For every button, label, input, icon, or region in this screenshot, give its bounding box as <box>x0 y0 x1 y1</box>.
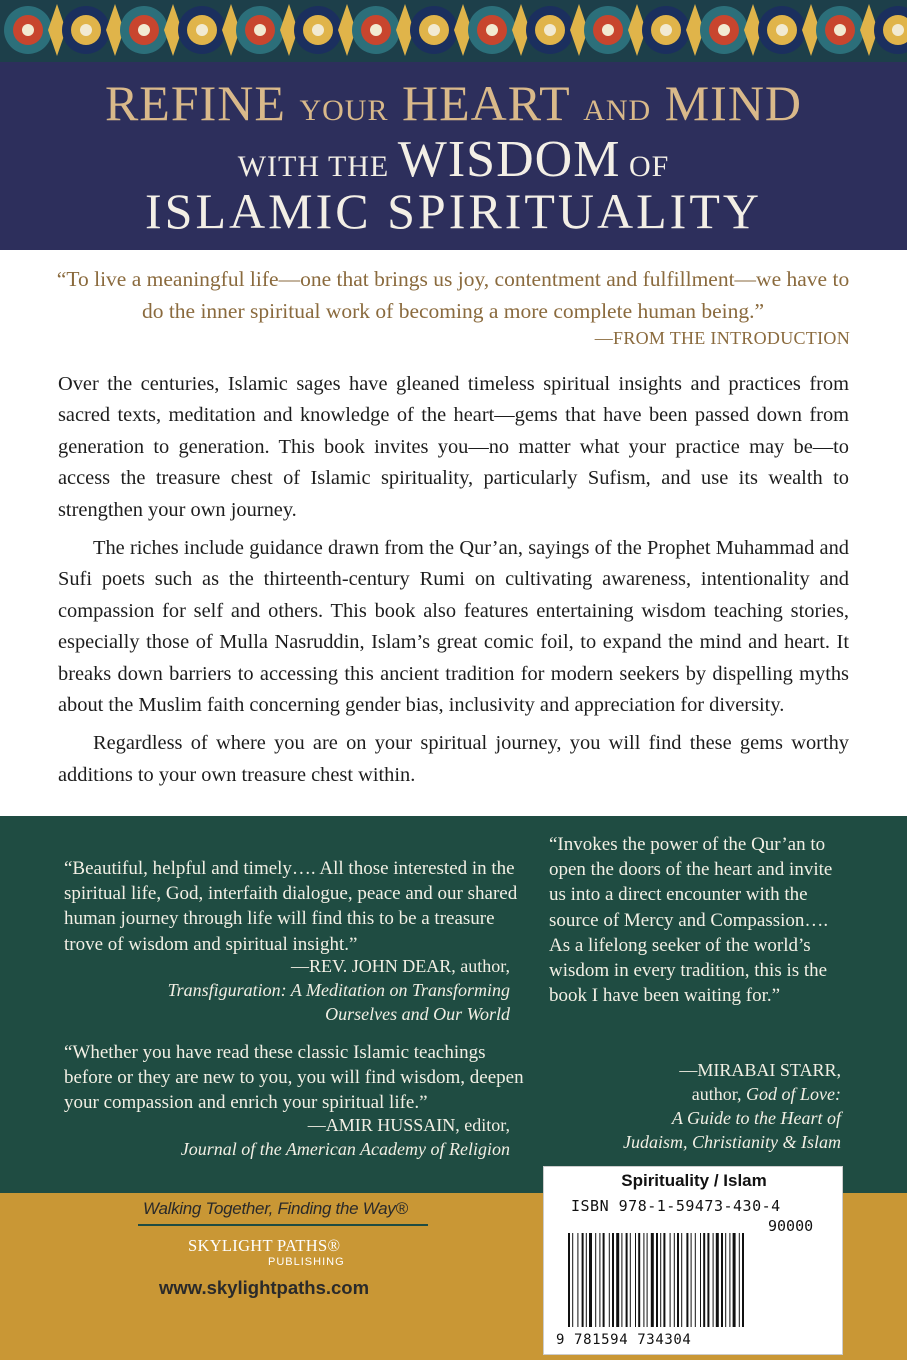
barcode-box <box>543 1166 843 1355</box>
publisher-logo: SKYLIGHT PATHS® <box>188 1236 341 1255</box>
ean-number: 9 781594 734304 <box>556 1332 692 1348</box>
title-banner <box>0 62 907 250</box>
description-paragraph: Over the centuries, Islamic sages have gleaned timeless spiritual insights and practices from sacred texts, meditation and knowledge of the heart—gems that have been passed down from generation to generation. This book invites you—no matter what your practice may be—to access the treasure chest of Islamic spirituality, particularly Sufism, and use its wealth to strengthen your own journey. <box>58 373 849 521</box>
endorsement-attribution: —MIRABAI STARR, author, God of Love: A Guide to the Heart of Judaism, Christianity & Islam <box>622 1060 841 1152</box>
intro-quote: “To live a meaningful life—one that brings us joy, contentment and fulfillment—we have to do the inner spiritual work of becoming a more complete human being.” <box>56 267 850 323</box>
endorsement-quote: “Beautiful, helpful and timely…. All those interested in the spiritual life, God, interfaith dialogue, peace and our shared human journey through life will find this to be a treasure trove of wisdom and spiritual insight.” <box>64 858 518 955</box>
endorsement-quote: “Whether you have read these classic Islamic teachings before or they are new to you, you will find wisdom, deepen your compassion and enrich your spiritual life.” <box>64 1042 524 1114</box>
price-code: 90000 <box>768 1217 814 1235</box>
title-line-2: WITH THE WISDOM OF <box>237 131 670 188</box>
publisher-tagline: Walking Together, Finding the Way® <box>143 1199 408 1218</box>
publisher-website: www.skylightpaths.com <box>159 1277 370 1298</box>
publisher-subtitle: PUBLISHING <box>268 1256 345 1268</box>
description-paragraph: The riches include guidance drawn from the Qur’an, sayings of the Prophet Muhammad and Sufi poets such as the thirteenth-century Rumi on cultivating awareness, intentionality and compassion for self and others. This book also features entertaining wisdom teaching stories, especially those of Mulla Nasruddin, Islam’s great comic foil, to expand the mind and heart. It breaks down barriers to accessing this ancient tradition for modern seekers by dispelling myths about the Muslim faith concerning gender bias, inclusivity and appreciation for diversity. <box>58 537 849 717</box>
endorsement-attribution: —REV. JOHN DEAR, author, Transfiguration: A Meditation on Transforming Ourselves and Our World <box>167 956 510 1024</box>
title-line-1: REFINE YOUR HEART AND MIND <box>104 75 803 131</box>
ornamental-border <box>0 0 907 62</box>
intro-quote-attribution: —FROM THE INTRODUCTION <box>594 328 850 348</box>
tagline-divider <box>138 1224 428 1226</box>
category-label: Spirituality / Islam <box>621 1171 767 1190</box>
description-paragraph: Regardless of where you are on your spiritual journey, you will find these gems worthy additions to your own treasure chest within. <box>58 732 849 786</box>
endorsement-quote: “Invokes the power of the Qur’an to open the doors of the heart and invite us into a direct encounter with the source of Mercy and Compassion…. As a lifelong seeker of the world’s wisdom in every tradition, this is the book I have been waiting for.” <box>549 834 833 1007</box>
barcode-bars <box>566 1233 824 1329</box>
endorsement-attribution: —AMIR HUSSAIN, editor, Journal of the American Academy of Religion <box>180 1115 510 1159</box>
isbn-label: ISBN 978-1-59473-430-4 <box>571 1197 781 1215</box>
title-line-3: ISLAMIC SPIRITUALITY <box>145 183 762 239</box>
book-description <box>58 369 849 798</box>
